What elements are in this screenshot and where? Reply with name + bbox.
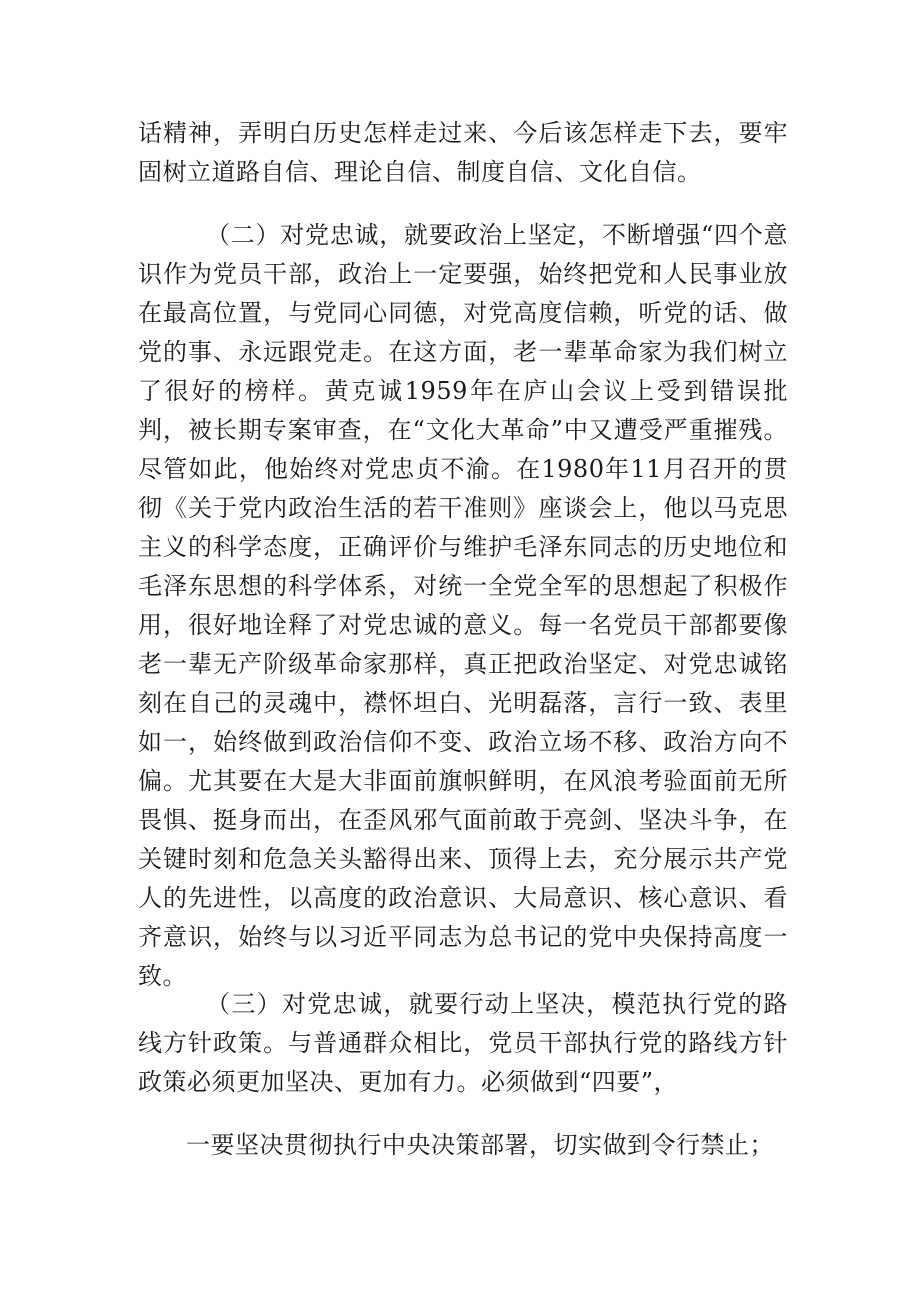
- paragraph-section-two: （二）对党忠诚，就要政治上坚定，不断增强“四个意识作为党员干部，政治上一定要强，始终把党和人民事业放在最高位置，与党同心同德，对党高度信赖，听党的话、做党的事、永远跟党走。在这方面，老一辈革命家为我们树立了很好的榜样。黄克诚1959年在庐山会议上受到错误批判，被长期专案审查，在“文化大革命”中又遭受严重摧残。尽管如此，他始终对党忠贞不渝。在1980年11月召开的贯彻《关于党内政治生活的若干准则》座谈会上，他以马克思主义的科学态度，正确评价与维护毛泽东同志的历史地位和毛泽东思想的科学体系，对统一全党全军的思想起了积极作用，很好地诠释了对党忠诚的意义。每一名党员干部都要像老一辈无产阶级革命家那样，真正把政治坚定、对党忠诚铭刻在自己的灵魂中，襟怀坦白、光明磊落，言行一致、表里如一，始终做到政治信仰不变、政治立场不移、政治方向不偏。尤其要在大是大非面前旗帜鲜明，在风浪考验面前无所畏惧、挺身而出，在歪风邪气面前敢于亮剑、坚决斗争，在关键时刻和危急关头豁得出来、顶得上去，充分展示共产党人的先进性，以高度的政治意识、大局意识、核心意识、看齐意识，始终与以习近平同志为总书记的党中央保持高度一致。: [138, 221, 788, 990]
- paragraph-continuation: 话精神，弄明白历史怎样走过来、今后该怎样走下去，要牢固树立道路自信、理论自信、制度自信、文化自信。: [138, 119, 788, 186]
- paragraph-item-one: 一要坚决贯彻执行中央决策部署，切实做到令行禁止；: [186, 1131, 774, 1159]
- paragraph-section-three: （三）对党忠诚，就要行动上坚决，模范执行党的路线方针政策。与普通群众相比，党员干部执行党的路线方针政策必须更加坚决、更加有力。必须做到“四要”，: [138, 990, 788, 1096]
